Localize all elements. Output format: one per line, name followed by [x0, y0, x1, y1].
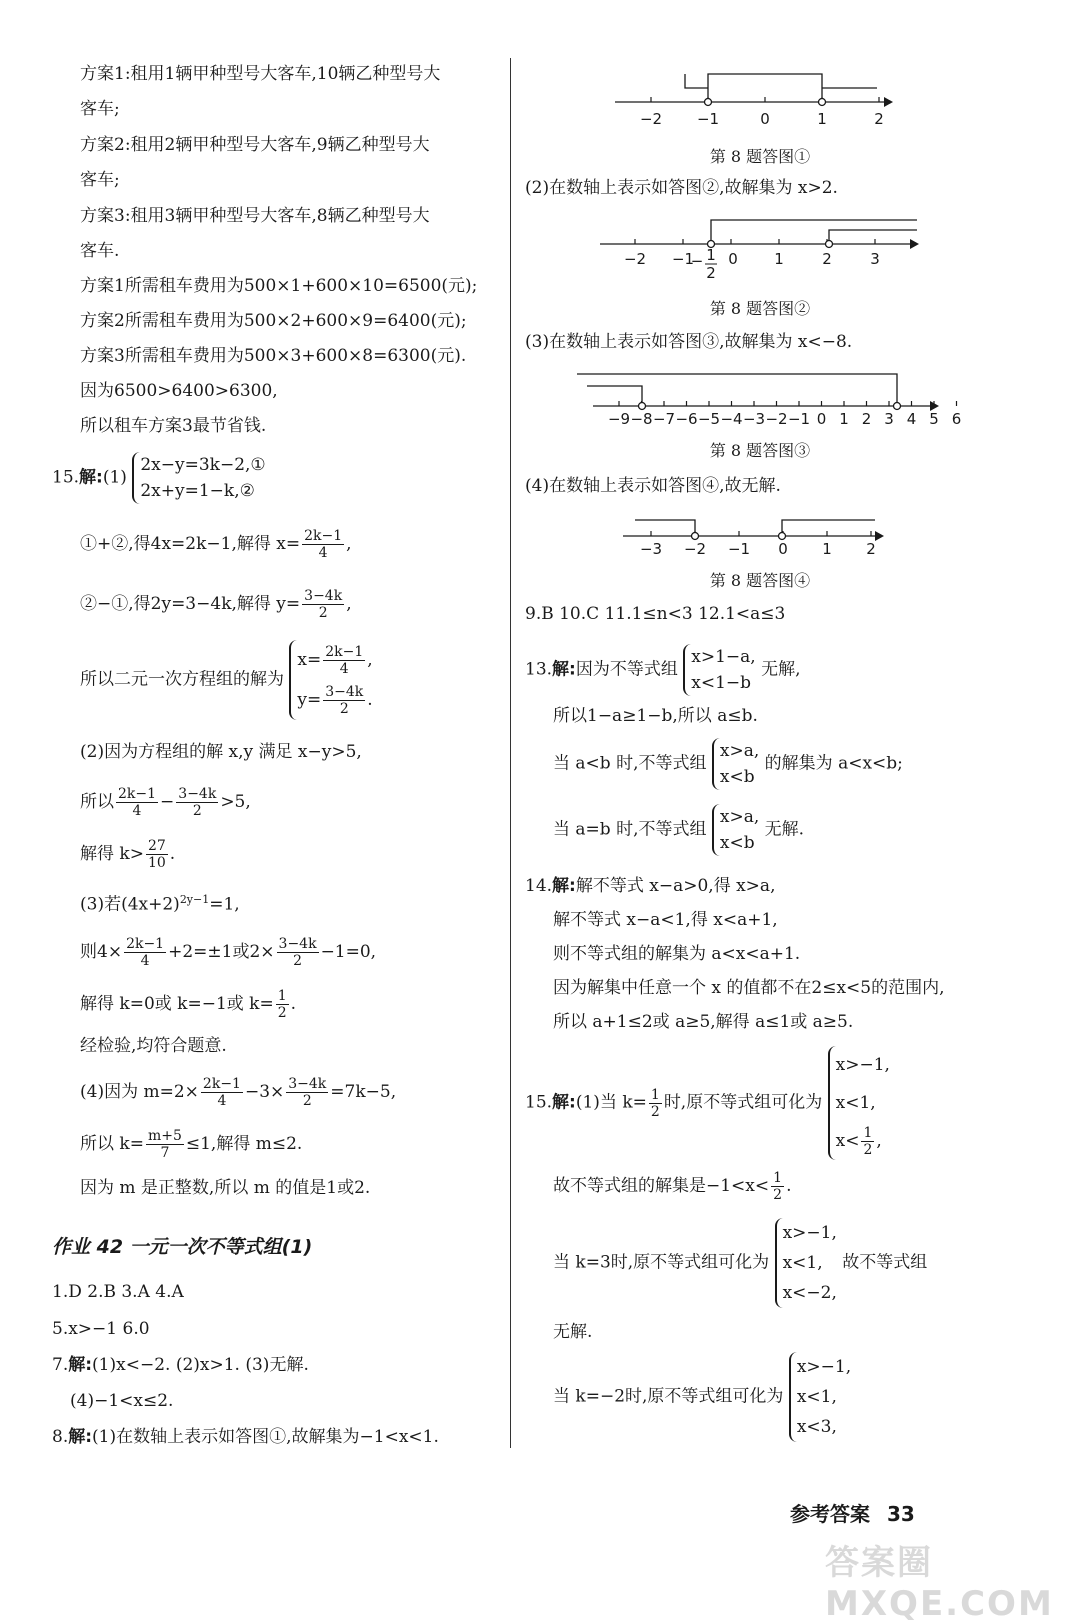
solution-y-frac	[323, 684, 365, 717]
column-divider	[510, 58, 511, 1448]
q8-line	[52, 1425, 439, 1449]
tick-label: −1	[696, 110, 720, 128]
q15-eq2: 2x+y=1−k,②	[140, 481, 255, 501]
footer-label: 参考答案	[790, 1502, 870, 1526]
half-num: 1	[706, 246, 716, 264]
q15r-kneg2-e2: x<1,	[796, 1387, 837, 1407]
q15r-result-text: 故不等式组的解集是−1<x<	[553, 1176, 770, 1196]
part3-check-line: 经检验,均符合题意.	[80, 1036, 227, 1056]
bracket-less-5	[577, 374, 897, 402]
q8-number: 8.	[52, 1427, 69, 1447]
page-footer	[790, 1498, 915, 1527]
q15r-k3-e1: x>−1,	[782, 1223, 837, 1243]
tick-label: −1	[671, 250, 695, 268]
tick-label: 0	[778, 540, 788, 558]
caption-4: 第 8 题答图④	[709, 571, 811, 590]
part2-frac1	[116, 786, 158, 819]
q13-case2-post: 无解.	[764, 819, 805, 840]
part4b-line	[80, 1128, 302, 1161]
q8-part4: (4)在数轴上表示如答图④,故无解.	[525, 476, 781, 496]
open-dot-neg1	[705, 99, 712, 106]
conclusion-line: 所以租车方案3最节省钱.	[80, 416, 267, 436]
tick-label: 5	[929, 410, 939, 428]
part4-frac2	[286, 1076, 328, 1109]
q13-case1	[553, 738, 903, 790]
half-den: 2	[706, 264, 716, 282]
part3-then-line	[80, 936, 376, 969]
axis-arrow-2	[910, 239, 919, 249]
part4c-line: 因为 m 是正整数,所以 m 的值是1或2.	[80, 1178, 371, 1198]
part3-n1: 2k−1	[126, 936, 165, 952]
q14-number: 14.	[525, 876, 553, 896]
q15r-case-kneg2	[553, 1352, 851, 1442]
q13-case2-e2: x<b	[719, 833, 755, 853]
number-line-2	[525, 212, 995, 282]
q7-jie: 解:	[68, 1355, 93, 1375]
part4-n1: 2k−1	[202, 1076, 241, 1092]
part2-n2: 3−4k	[178, 786, 217, 802]
part4-n2: 3−4k	[288, 1076, 327, 1092]
q15-number: 15.	[52, 467, 80, 488]
half-minus: −	[690, 252, 704, 270]
tick-label: 3	[870, 250, 880, 268]
q15r-e3d: 2	[863, 1142, 873, 1158]
part2-result-line	[80, 838, 175, 871]
q13-e1: x>1−a,	[691, 647, 756, 667]
tick-label: 1	[774, 250, 784, 268]
open-dot-neg2	[692, 533, 699, 540]
tick-label: 0	[760, 110, 770, 128]
step1-post: ,	[346, 534, 352, 554]
part3-then-end: −1=0,	[320, 942, 377, 962]
bracket-greater-1	[708, 74, 822, 98]
part4b-text: 所以 k=	[80, 1134, 144, 1154]
part3-d2: 2	[293, 953, 302, 969]
watermark: 答案圈 MXQE.COM	[825, 1543, 1054, 1624]
q15r-e3n: 1	[863, 1125, 873, 1141]
step1-den: 4	[318, 545, 328, 561]
part4-d1: 4	[217, 1093, 227, 1109]
tick-label: 0	[816, 410, 827, 428]
step2-den: 2	[318, 605, 328, 621]
q13-case1-text: 当 a<b 时,不等式组	[553, 753, 707, 774]
q15r-kneg2-e1: x>−1,	[796, 1357, 852, 1377]
q15r-k3-e3: x<−2,	[782, 1283, 837, 1303]
q15r-result-d: 2	[773, 1187, 783, 1203]
q15-part1: (1)	[102, 467, 127, 488]
q13-text: 因为不等式组	[575, 659, 678, 680]
q15r-kn: 1	[650, 1086, 660, 1103]
tick-label: −9	[607, 410, 631, 428]
q15r-result-post: .	[786, 1176, 792, 1196]
tick-label: −4	[720, 410, 743, 428]
bracket-left-1	[685, 74, 708, 88]
tick-label: 4	[906, 410, 917, 428]
step1-fraction	[302, 528, 344, 561]
tick-label: −7	[652, 410, 676, 428]
q8-text: (1)在数轴上表示如答图①,故解集为−1<x<1.	[92, 1427, 439, 1447]
part4b-end: ≤1,解得 m≤2.	[185, 1134, 303, 1154]
q15-eq1: 2x−y=3k−2,①	[140, 455, 266, 475]
answers-1-4: 1.D 2.B 3.A 4.A	[52, 1282, 184, 1302]
part2-d1: 4	[132, 803, 142, 819]
part3-text: (3)若(4x+2)	[80, 894, 180, 915]
open-dot-neg8	[639, 403, 646, 410]
part3-exponent: 2y−1	[179, 893, 210, 906]
part3-result-line	[80, 988, 296, 1021]
part2-end: >5,	[220, 792, 251, 812]
q15r-k3-text: 当 k=3时,原不等式组可化为	[553, 1252, 770, 1273]
step2-line	[80, 588, 352, 621]
solution-system	[289, 640, 372, 720]
q15r-k3-e2: x<1,	[782, 1253, 823, 1273]
tick-label: −2	[683, 540, 707, 558]
tick-label: 2	[861, 410, 872, 428]
q14-l1: 解不等式 x−a>0,得 x>a,	[575, 876, 776, 896]
q15r-kd: 2	[650, 1103, 660, 1120]
part3-then: 则4×	[80, 942, 123, 962]
bracket-less-neg8	[587, 386, 642, 402]
part4-end: =7k−5,	[330, 1082, 397, 1102]
tick-label: 3	[884, 410, 894, 428]
solution-x-post: ,	[367, 650, 373, 670]
compare-line: 因为6500>6400>6300,	[80, 381, 278, 401]
q15r-e1: x>−1,	[835, 1055, 890, 1075]
q15-right-line	[525, 1046, 890, 1160]
section-title: 作业 42 一元一次不等式组(1)	[52, 1236, 313, 1258]
q15r-kneg2-e3: x<3,	[796, 1417, 837, 1437]
part2-rd: 10	[147, 855, 166, 871]
part3-frac2	[277, 936, 319, 969]
q13-system	[683, 644, 755, 696]
q14-jie: 解:	[552, 876, 576, 896]
q8-part2: (2)在数轴上表示如答图②,故解集为 x>2.	[525, 178, 838, 198]
solution-x-num: 2k−1	[325, 644, 364, 660]
q15r-case-k3	[553, 1218, 927, 1308]
bracket-greater-0	[782, 520, 875, 532]
cost2-line: 方案2所需租车费用为500×2+600×9=6400(元);	[80, 311, 467, 331]
q15r-e3	[836, 1122, 890, 1160]
part4-frac1	[201, 1076, 243, 1109]
part3-result-frac	[276, 988, 289, 1021]
q15r-k3-post: 故不等式组	[842, 1252, 928, 1273]
q15r-mid: 时,原不等式组可化为	[663, 1092, 823, 1113]
tick-label: −3	[639, 540, 663, 558]
step1-num: 2k−1	[304, 528, 343, 544]
q13-case1-e1: x>a,	[719, 741, 760, 761]
number-line-3	[525, 366, 995, 436]
solution-x	[297, 640, 372, 680]
step2-post: ,	[346, 594, 352, 614]
tick-label: −8	[630, 410, 653, 428]
q15r-kneg2-text: 当 k=−2时,原不等式组可化为	[553, 1386, 784, 1407]
solution-text: 所以二元一次方程组的解为	[80, 669, 284, 690]
open-dot-1	[819, 99, 826, 106]
tick-label: 0	[728, 250, 738, 268]
tick-label: −2	[623, 250, 647, 268]
part4-mid: −3×	[244, 1082, 285, 1102]
plan1-line: 方案1:租用1辆甲种型号大客车,10辆乙种型号大	[80, 64, 441, 84]
tick-label: −1	[787, 410, 811, 428]
q13-case1-system	[712, 738, 759, 790]
open-dot-5	[894, 403, 901, 410]
step1-line	[80, 528, 352, 561]
solution-y-num: 3−4k	[325, 684, 364, 700]
part3-result: 解得 k=0或 k=−1或 k=	[80, 994, 274, 1014]
step1-text: ①+②,得4x=2k−1,解得 x=	[80, 534, 301, 554]
step2-text: ②−①,得2y=3−4k,解得 y=	[80, 594, 301, 614]
q13-post: 无解,	[761, 659, 801, 680]
axis-arrow-1	[884, 97, 893, 107]
q15r-kneg2-system	[789, 1352, 851, 1442]
q7-part4: (4)−1<x≤2.	[70, 1391, 174, 1411]
part2-so: 所以	[80, 792, 114, 812]
solution-y	[297, 680, 372, 720]
q14-line5: 所以 a+1≤2或 a≥5,解得 a≤1或 a≥5.	[553, 1012, 854, 1032]
part2-mid: −	[160, 792, 175, 812]
part2-frac2	[176, 786, 218, 819]
answers-5-6: 5.x>−1 6.0	[52, 1319, 150, 1339]
tick-label: 1	[817, 110, 827, 128]
number-line-4	[525, 510, 995, 570]
part2-n1: 2k−1	[118, 786, 157, 802]
part4b-n: m+5	[147, 1128, 182, 1144]
caption-2: 第 8 题答图②	[709, 299, 811, 318]
q15r-jie: 解:	[552, 1092, 576, 1113]
part4-d2: 2	[302, 1093, 312, 1109]
q13-case2-system	[712, 804, 759, 856]
cost3-line: 方案3所需租车费用为500×3+600×8=6300(元).	[80, 346, 467, 366]
solution-x-label: x=	[297, 650, 322, 670]
part4b-d: 7	[160, 1145, 170, 1161]
q7-number: 7.	[52, 1355, 69, 1375]
part3-rd: 2	[277, 1005, 287, 1021]
q13-case2-e1: x>a,	[719, 807, 760, 827]
part4-line	[80, 1076, 396, 1109]
q13-e2: x<1−b	[691, 673, 752, 693]
q13-jie: 解:	[552, 659, 576, 680]
part3-frac1	[124, 936, 166, 969]
ticks-4	[640, 531, 876, 558]
q15-jie: 解:	[79, 467, 103, 488]
q14-line2: 解不等式 x−a<1,得 x<a+1,	[553, 910, 778, 930]
q14-line	[525, 874, 775, 898]
q13-line	[525, 644, 801, 696]
tick-label: 2	[866, 540, 876, 558]
q14-line4: 因为解集中任意一个 x 的值都不在2≤x<5的范围内,	[553, 978, 945, 998]
q13-case2-text: 当 a=b 时,不等式组	[553, 819, 707, 840]
q15r-text: (1)当 k=	[575, 1092, 647, 1113]
q8-part3: (3)在数轴上表示如答图③,故解集为 x<−8.	[525, 332, 853, 352]
bracket-less-neg2	[635, 520, 695, 532]
q15r-k3-system	[775, 1218, 837, 1308]
part3-rn: 1	[277, 988, 287, 1004]
solution-y-post: .	[367, 690, 373, 710]
q15r-k-frac	[649, 1087, 662, 1120]
caption-1: 第 8 题答图①	[709, 147, 811, 166]
open-dot-0	[779, 533, 786, 540]
solution-y-den: 2	[339, 701, 349, 717]
q15r-result	[553, 1170, 791, 1203]
part4-text: (4)因为 m=2×	[80, 1082, 199, 1102]
q13-case1-e2: x<b	[719, 767, 755, 787]
tick-label: −6	[675, 410, 698, 428]
part4b-frac	[146, 1128, 184, 1161]
q15r-system	[828, 1046, 890, 1160]
part3-mid: +2=±1或2×	[168, 942, 275, 962]
tick-label: −2	[639, 110, 663, 128]
part2-d2: 2	[192, 803, 202, 819]
solution-line	[80, 640, 373, 720]
open-dot-2	[826, 241, 833, 248]
q13-number: 13.	[525, 659, 553, 680]
tick-label: 2	[874, 110, 884, 128]
solution-x-den: 4	[339, 661, 349, 677]
tick-label: 1	[839, 410, 849, 428]
q15r-k3-end: 无解.	[553, 1322, 593, 1342]
cost1-line: 方案1所需租车费用为500×1+600×10=6500(元);	[80, 276, 478, 296]
q15r-number: 15.	[525, 1092, 553, 1113]
q8-jie: 解:	[68, 1427, 93, 1447]
q13-so: 所以1−a≥1−b,所以 a≤b.	[553, 706, 758, 726]
solution-y-label: y=	[297, 690, 322, 710]
q13-case1-post: 的解集为 a<x<b;	[764, 753, 903, 774]
part2-rn: 27	[147, 838, 166, 854]
caption-3: 第 8 题答图③	[709, 441, 811, 460]
part2-result-frac	[146, 838, 168, 871]
tick-label: −3	[742, 410, 766, 428]
q15-line	[52, 452, 266, 504]
plan3-line2: 客车.	[80, 241, 120, 261]
part3-line	[80, 888, 240, 917]
plan3-line: 方案3:租用3辆甲种型号大客车,8辆乙种型号大	[80, 206, 430, 226]
q15r-e3post: ,	[876, 1131, 882, 1151]
solution-x-frac	[323, 644, 365, 677]
q15-system	[132, 452, 265, 504]
plan1-line2: 客车;	[80, 99, 120, 119]
part3-rend: .	[290, 994, 297, 1014]
part3-end: =1,	[209, 894, 240, 915]
tick-label: −2	[765, 410, 788, 428]
part3-d1: 4	[140, 953, 150, 969]
tick-label: −5	[697, 410, 721, 428]
bracket-two	[829, 230, 917, 240]
q15r-e2: x<1,	[835, 1093, 876, 1113]
q15r-e3-text: x<	[835, 1131, 860, 1151]
part2-rend: .	[169, 844, 176, 864]
plan2-line2: 客车;	[80, 170, 120, 190]
answers-9-12: 9.B 10.C 11.1≤n<3 12.1<a≤3	[525, 604, 786, 624]
step2-num: 3−4k	[304, 588, 343, 604]
q7-line	[52, 1353, 309, 1377]
q15r-e3-frac	[861, 1125, 874, 1158]
tick-label: −1	[727, 540, 751, 558]
ticks-3	[608, 401, 961, 428]
tick-label: 6	[951, 410, 962, 428]
part2-line: (2)因为方程组的解 x,y 满足 x−y>5,	[80, 742, 362, 762]
number-line-1	[525, 62, 995, 132]
axis-arrow-4	[875, 531, 884, 541]
q15r-result-n: 1	[773, 1170, 783, 1186]
step2-fraction	[302, 588, 344, 621]
plan2-line: 方案2:租用2辆甲种型号大客车,9辆乙种型号大	[80, 135, 430, 155]
q15r-result-frac	[771, 1170, 784, 1203]
q7-text: (1)x<−2. (2)x>1. (3)无解.	[92, 1355, 309, 1375]
tick-label: 1	[822, 540, 832, 558]
tick-label: 2	[822, 250, 832, 268]
part2-so-line	[80, 786, 251, 819]
part2-result: 解得 k>	[80, 844, 144, 864]
q13-case2	[553, 804, 804, 856]
q14-line3: 则不等式组的解集为 a<x<a+1.	[553, 944, 801, 964]
part3-n2: 3−4k	[278, 936, 317, 952]
page-number: 33	[886, 1502, 915, 1526]
